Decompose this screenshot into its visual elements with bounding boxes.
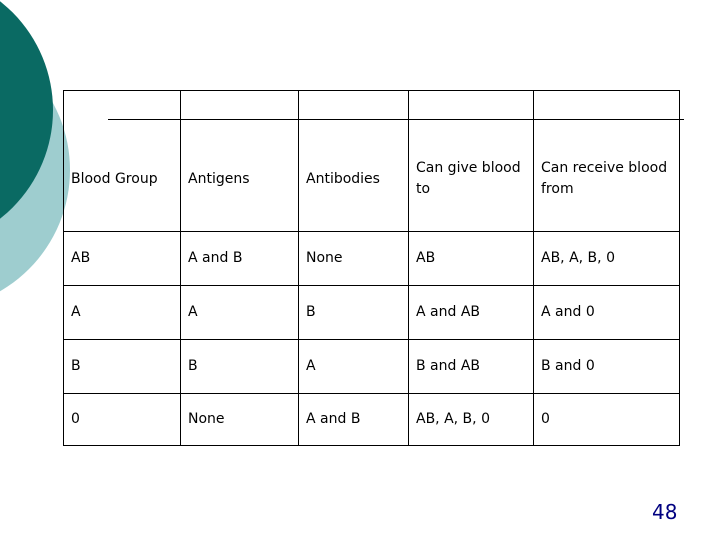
header-blood-group: Blood Group xyxy=(64,91,181,232)
table-row xyxy=(64,286,680,340)
cell-blood-group: A xyxy=(64,286,181,340)
cell-antigens: A xyxy=(181,286,299,340)
cell-can-give: A and AB xyxy=(409,286,534,340)
cell-blood-group: 0 xyxy=(64,394,181,446)
header-can-receive: Can receive blood from xyxy=(534,91,680,232)
cell-can-give: B and AB xyxy=(409,340,534,394)
table-row xyxy=(64,232,680,286)
cell-can-give: AB xyxy=(409,232,534,286)
cell-antigens: None xyxy=(181,394,299,446)
cell-antibodies: None xyxy=(299,232,409,286)
cell-can-receive: B and 0 xyxy=(534,340,680,394)
cell-antibodies: B xyxy=(299,286,409,340)
cell-antigens: A and B xyxy=(181,232,299,286)
cell-blood-group: AB xyxy=(64,232,181,286)
header-antibodies: Antibodies xyxy=(299,91,409,232)
table-row xyxy=(64,340,680,394)
header-antigens: Antigens xyxy=(181,91,299,232)
page-number: 48 xyxy=(652,500,678,524)
cell-can-receive: AB, A, B, 0 xyxy=(534,232,680,286)
cell-blood-group: B xyxy=(64,340,181,394)
header-can-give: Can give blood to xyxy=(409,91,534,232)
blood-group-table xyxy=(63,90,680,446)
cell-can-give: AB, A, B, 0 xyxy=(409,394,534,446)
cell-can-receive: 0 xyxy=(534,394,680,446)
table-row xyxy=(64,394,680,446)
cell-antibodies: A xyxy=(299,340,409,394)
table-header-row xyxy=(64,91,680,232)
cell-can-receive: A and 0 xyxy=(534,286,680,340)
cell-antigens: B xyxy=(181,340,299,394)
cell-antibodies: A and B xyxy=(299,394,409,446)
